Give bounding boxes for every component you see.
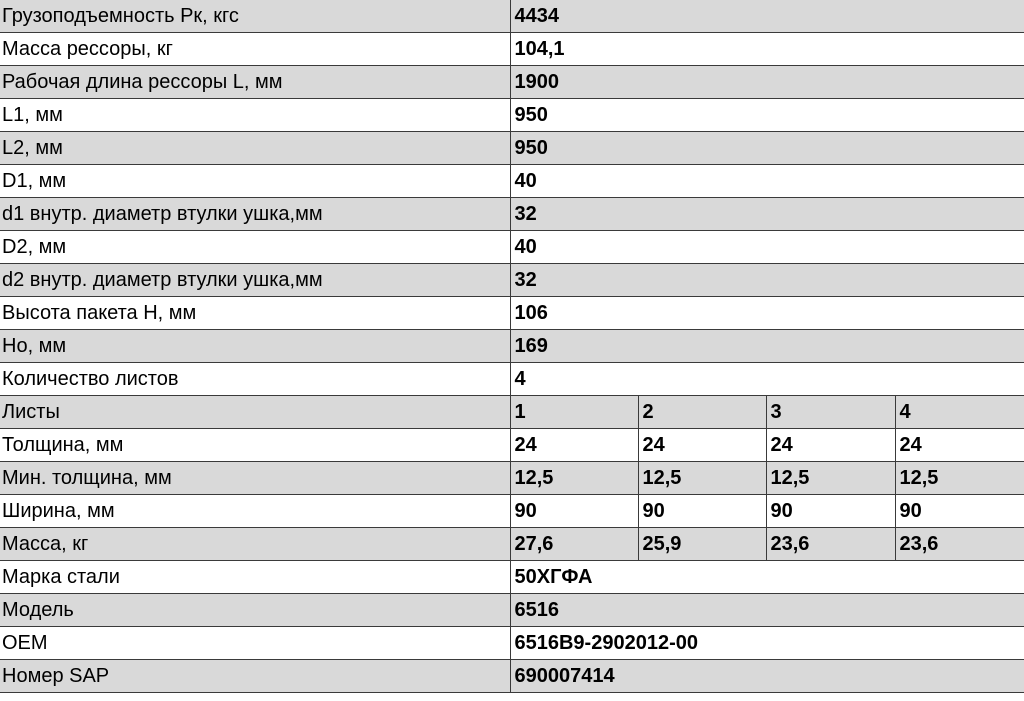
row-label: Марка стали xyxy=(0,561,510,594)
table-row xyxy=(0,132,1024,165)
row-label: Грузоподъемность Pк, кгс xyxy=(0,0,510,33)
leaf-row xyxy=(0,528,1024,561)
row-value: 32 xyxy=(510,198,1024,231)
row-value: 32 xyxy=(510,264,1024,297)
row-label: d2 внутр. диаметр втулки ушка,мм xyxy=(0,264,510,297)
row-label: L1, мм xyxy=(0,99,510,132)
table-row xyxy=(0,297,1024,330)
table-row xyxy=(0,627,1024,660)
leaf-cell: 23,6 xyxy=(766,528,895,561)
leaf-cell: 24 xyxy=(766,429,895,462)
leaf-row xyxy=(0,462,1024,495)
table-row xyxy=(0,198,1024,231)
leaf-cell: 12,5 xyxy=(895,462,1024,495)
row-value: 950 xyxy=(510,132,1024,165)
leaf-row xyxy=(0,429,1024,462)
row-value: 169 xyxy=(510,330,1024,363)
leaf-cell: 27,6 xyxy=(510,528,638,561)
row-label: D1, мм xyxy=(0,165,510,198)
leaf-cell: 90 xyxy=(510,495,638,528)
leaf-cell: 4 xyxy=(895,396,1024,429)
table-row xyxy=(0,264,1024,297)
row-label: d1 внутр. диаметр втулки ушка,мм xyxy=(0,198,510,231)
row-value: 690007414 xyxy=(510,660,1024,693)
leaf-cell: 90 xyxy=(895,495,1024,528)
leaf-cell: 24 xyxy=(638,429,766,462)
leaf-cell: 90 xyxy=(638,495,766,528)
row-value: 40 xyxy=(510,165,1024,198)
table-row xyxy=(0,165,1024,198)
row-label: Высота пакета H, мм xyxy=(0,297,510,330)
leaf-row-label: Масса, кг xyxy=(0,528,510,561)
table-row xyxy=(0,33,1024,66)
row-value: 106 xyxy=(510,297,1024,330)
row-label: OEM xyxy=(0,627,510,660)
row-value: 950 xyxy=(510,99,1024,132)
row-label: Масса рессоры, кг xyxy=(0,33,510,66)
table-row xyxy=(0,594,1024,627)
leaf-row-label: Листы xyxy=(0,396,510,429)
leaf-cell: 23,6 xyxy=(895,528,1024,561)
leaf-cell: 12,5 xyxy=(638,462,766,495)
table-row xyxy=(0,363,1024,396)
table-row xyxy=(0,0,1024,33)
leaf-cell: 24 xyxy=(510,429,638,462)
row-label: D2, мм xyxy=(0,231,510,264)
row-value: 1900 xyxy=(510,66,1024,99)
row-label: Номер SAP xyxy=(0,660,510,693)
row-value: 104,1 xyxy=(510,33,1024,66)
row-value: 6516B9-2902012-00 xyxy=(510,627,1024,660)
leaf-cell: 90 xyxy=(766,495,895,528)
leaf-cell: 2 xyxy=(638,396,766,429)
leaf-cell: 3 xyxy=(766,396,895,429)
leaf-row xyxy=(0,396,1024,429)
table-row xyxy=(0,330,1024,363)
leaf-cell: 1 xyxy=(510,396,638,429)
leaf-row-label: Толщина, мм xyxy=(0,429,510,462)
table-row xyxy=(0,231,1024,264)
table-row xyxy=(0,99,1024,132)
leaf-cell: 12,5 xyxy=(510,462,638,495)
row-value: 50ХГФА xyxy=(510,561,1024,594)
leaf-row-label: Ширина, мм xyxy=(0,495,510,528)
row-label: L2, мм xyxy=(0,132,510,165)
row-value: 4 xyxy=(510,363,1024,396)
row-value: 6516 xyxy=(510,594,1024,627)
leaf-cell: 24 xyxy=(895,429,1024,462)
leaf-cell: 12,5 xyxy=(766,462,895,495)
table-row xyxy=(0,660,1024,693)
table-row xyxy=(0,561,1024,594)
row-label: Количество листов xyxy=(0,363,510,396)
row-label: Модель xyxy=(0,594,510,627)
leaf-row-label: Мин. толщина, мм xyxy=(0,462,510,495)
leaf-row xyxy=(0,495,1024,528)
row-value: 4434 xyxy=(510,0,1024,33)
row-label: Ho, мм xyxy=(0,330,510,363)
table-row xyxy=(0,66,1024,99)
row-value: 40 xyxy=(510,231,1024,264)
row-label: Рабочая длина рессоры L, мм xyxy=(0,66,510,99)
leaf-cell: 25,9 xyxy=(638,528,766,561)
